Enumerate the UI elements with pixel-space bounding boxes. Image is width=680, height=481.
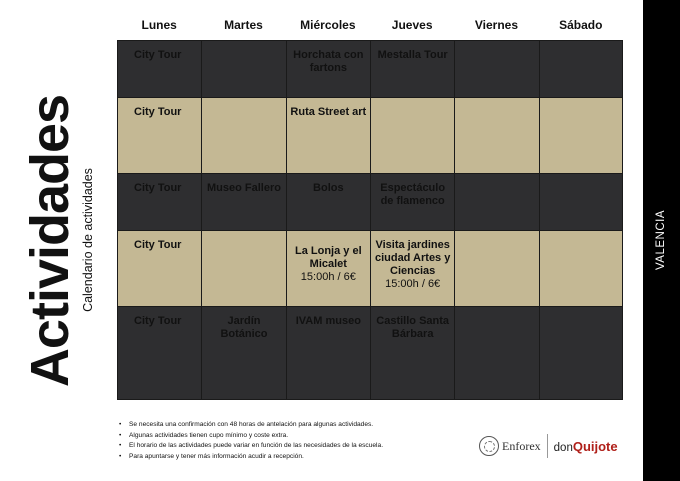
activity-time: 15:00h / 6€ bbox=[300, 271, 356, 283]
activity-cell: Museo Fallero bbox=[201, 173, 285, 230]
donquijote-logo bbox=[554, 439, 618, 454]
activity-cell bbox=[454, 97, 538, 173]
activity-cell: Jardín Botánico bbox=[201, 306, 285, 400]
page-title: Actividades bbox=[20, 94, 80, 388]
activity-cell bbox=[454, 306, 538, 400]
activity-cell bbox=[201, 230, 285, 306]
activity-cell: City Tour bbox=[117, 230, 201, 306]
activity-cell bbox=[201, 40, 285, 97]
day-header-lunes: Lunes bbox=[141, 18, 177, 32]
enforex-wordmark: Enforex bbox=[502, 438, 541, 453]
activity-cell bbox=[370, 230, 454, 306]
day-header-martes: Martes bbox=[224, 18, 263, 32]
weekday-header bbox=[117, 14, 623, 36]
page-subtitle: Calendario de actividades bbox=[81, 168, 95, 312]
activity-cell: Horchata con fartons bbox=[286, 40, 370, 97]
day-header-viernes: Viernes bbox=[474, 18, 519, 32]
enforex-logo bbox=[479, 436, 541, 456]
donquijote-main: Quijote bbox=[572, 438, 618, 454]
note-item: • Para apuntarse y tener más información acudir a recepción. bbox=[119, 452, 489, 463]
activity-cell: City Tour bbox=[117, 40, 201, 97]
activity-cell: Bolos bbox=[286, 173, 370, 230]
activity-cell bbox=[539, 230, 623, 306]
activity-cell: IVAM museo bbox=[286, 306, 370, 400]
activity-cell: Espectáculo de flamenco bbox=[370, 173, 454, 230]
activity-cell: City Tour bbox=[117, 306, 201, 400]
activity-title: Visita jardines ciudad Artes y Ciencias bbox=[374, 239, 451, 277]
donquijote-prefix: don bbox=[553, 441, 573, 454]
city-label: VALENCIA bbox=[655, 209, 667, 271]
notes-list bbox=[119, 420, 489, 462]
activity-cell bbox=[454, 230, 538, 306]
activity-cell: Mestalla Tour bbox=[370, 40, 454, 97]
day-header-jueves: Jueves bbox=[391, 18, 433, 32]
activity-cell bbox=[201, 97, 285, 173]
activity-cell bbox=[539, 173, 623, 230]
logo-divider bbox=[547, 434, 548, 458]
activity-cell bbox=[454, 40, 538, 97]
day-header-sabado: Sábado bbox=[559, 18, 603, 32]
enforex-emblem-icon bbox=[479, 436, 499, 456]
day-header-miercoles: Miércoles bbox=[300, 18, 356, 32]
activity-cell: Ruta Street art bbox=[286, 97, 370, 173]
note-item: • Se necesita una confirmación con 48 horas de antelación para algunas actividades. bbox=[119, 420, 489, 431]
activity-cell: City Tour bbox=[117, 173, 201, 230]
activity-cell bbox=[539, 40, 623, 97]
activity-cell bbox=[539, 306, 623, 400]
activity-cell bbox=[539, 97, 623, 173]
activity-cell bbox=[370, 97, 454, 173]
activity-cell: Castillo Santa Bárbara bbox=[370, 306, 454, 400]
activity-calendar-grid bbox=[117, 40, 623, 400]
activity-cell: City Tour bbox=[117, 97, 201, 173]
note-item: • Algunas actividades tienen cupo mínimo y coste extra. bbox=[119, 431, 489, 442]
activity-time: 15:00h / 6€ bbox=[385, 278, 441, 290]
activity-title: La Lonja y el Micalet bbox=[295, 245, 362, 270]
note-item: • El horario de las actividades puede variar en función de las necesidades de la escuela. bbox=[119, 441, 489, 452]
partner-logos bbox=[479, 433, 627, 459]
activity-cell bbox=[286, 230, 370, 306]
activity-cell bbox=[454, 173, 538, 230]
